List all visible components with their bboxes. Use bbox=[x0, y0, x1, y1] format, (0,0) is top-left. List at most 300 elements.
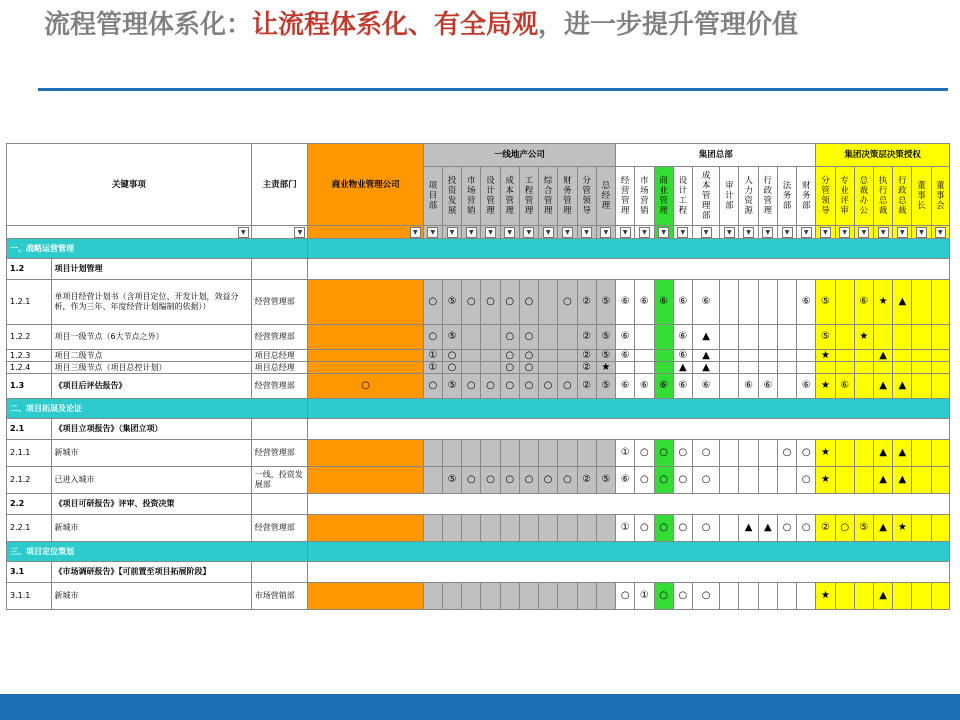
line-cell bbox=[577, 515, 596, 542]
line-cell bbox=[481, 362, 500, 374]
table-row bbox=[7, 515, 950, 542]
footer-band bbox=[0, 694, 960, 720]
hq-col-header bbox=[758, 167, 777, 226]
title-divider bbox=[38, 88, 948, 91]
hq-cell: ① bbox=[616, 515, 635, 542]
line-col-header bbox=[423, 167, 442, 226]
hq-col-label: 人力资源 bbox=[744, 176, 753, 216]
hq-cell: ⑥ bbox=[616, 280, 635, 325]
hq-cell bbox=[720, 362, 739, 374]
section-title: 二、项目拓展及论证 bbox=[7, 399, 308, 419]
table-row bbox=[7, 440, 950, 467]
auth-cell bbox=[854, 350, 873, 362]
hq-col-header bbox=[635, 167, 654, 226]
line-cell: ○ bbox=[481, 374, 500, 399]
line-cell: ○ bbox=[500, 362, 519, 374]
section-title: 三、项目定位策划 bbox=[7, 542, 308, 562]
line-cell: ○ bbox=[462, 280, 481, 325]
filter-dropdown-icon[interactable]: ▼ bbox=[916, 227, 927, 238]
line-cell bbox=[558, 362, 577, 374]
line-cell: ○ bbox=[519, 467, 538, 494]
line-cell: ○ bbox=[500, 280, 519, 325]
line-cell bbox=[519, 515, 538, 542]
hq-cell: ⑥ bbox=[739, 374, 758, 399]
filter-dropdown-icon[interactable]: ▼ bbox=[701, 227, 712, 238]
hq-col-label: 财务部 bbox=[801, 181, 811, 211]
auth-cell: ▲ bbox=[874, 374, 893, 399]
row-fill bbox=[308, 419, 950, 440]
line-cell: ○ bbox=[462, 467, 481, 494]
title-part-3: ，进一步提升管理价值 bbox=[538, 10, 799, 40]
group-hq-header: 集团总部 bbox=[616, 144, 816, 167]
filter-cell bbox=[758, 226, 777, 239]
line-cell bbox=[481, 350, 500, 362]
auth-cell bbox=[854, 583, 873, 610]
line-cell: ○ bbox=[442, 350, 461, 362]
line-cell: ○ bbox=[519, 350, 538, 362]
subsection-row bbox=[7, 494, 950, 515]
line-cell: ⑤ bbox=[442, 280, 461, 325]
filter-dropdown-icon[interactable]: ▼ bbox=[878, 227, 889, 238]
hq-cell: ▲ bbox=[692, 325, 719, 350]
table-row bbox=[7, 362, 950, 374]
line-cell bbox=[481, 325, 500, 350]
hq-cell bbox=[777, 374, 796, 399]
filter-cell bbox=[500, 226, 519, 239]
auth-cell: ⑤ bbox=[816, 280, 835, 325]
hq-cell: ○ bbox=[635, 440, 654, 467]
auth-cell bbox=[931, 325, 949, 350]
auth-cell bbox=[912, 467, 931, 494]
line-cell bbox=[596, 515, 615, 542]
filter-row bbox=[7, 226, 950, 239]
property-cell bbox=[308, 350, 423, 362]
hq-cell: ⑥ bbox=[797, 374, 816, 399]
auth-cell bbox=[931, 440, 949, 467]
filter-cell bbox=[854, 226, 873, 239]
row-dept bbox=[251, 419, 308, 440]
filter-cell bbox=[251, 226, 308, 239]
hq-cell bbox=[720, 583, 739, 610]
filter-dropdown-icon[interactable]: ▼ bbox=[839, 227, 850, 238]
filter-cell bbox=[635, 226, 654, 239]
auth-col-label: 董事会 bbox=[936, 181, 945, 211]
hq-cell: ○ bbox=[654, 467, 673, 494]
auth-cell bbox=[912, 362, 931, 374]
line-cell bbox=[558, 440, 577, 467]
auth-cell bbox=[912, 280, 931, 325]
filter-dropdown-icon[interactable]: ▼ bbox=[504, 227, 515, 238]
auth-col-header bbox=[816, 167, 835, 226]
auth-cell: ▲ bbox=[874, 583, 893, 610]
line-cell bbox=[442, 440, 461, 467]
section-fill bbox=[308, 239, 950, 259]
row-dept: 经营管理部 bbox=[251, 280, 308, 325]
section-fill bbox=[308, 399, 950, 419]
hq-cell: ⑥ bbox=[635, 280, 654, 325]
filter-dropdown-icon[interactable]: ▼ bbox=[238, 227, 249, 238]
line-cell bbox=[577, 583, 596, 610]
hq-col-header bbox=[654, 167, 673, 226]
line-cell bbox=[423, 467, 442, 494]
line-col-label: 工程管理 bbox=[524, 176, 534, 216]
row-label: 项目一级节点（6大节点之外） bbox=[51, 325, 251, 350]
hq-col-label: 行政管理 bbox=[763, 176, 773, 216]
filter-dropdown-icon[interactable]: ▼ bbox=[801, 227, 812, 238]
line-cell: ○ bbox=[519, 374, 538, 399]
auth-col-label: 总裁办公 bbox=[859, 176, 869, 216]
hq-cell bbox=[797, 362, 816, 374]
auth-cell bbox=[912, 350, 931, 362]
hq-cell: ▲ bbox=[692, 362, 719, 374]
hq-cell bbox=[758, 362, 777, 374]
line-company-group-header: 一线地产公司 bbox=[423, 144, 615, 167]
row-code: 1.2.1 bbox=[7, 280, 52, 325]
table-row bbox=[7, 280, 950, 325]
hq-cell bbox=[777, 583, 796, 610]
auth-cell: ★ bbox=[874, 280, 893, 325]
hq-cell: ⑥ bbox=[692, 280, 719, 325]
line-cell bbox=[539, 280, 558, 325]
hq-col-header bbox=[797, 167, 816, 226]
row-label: 项目二级节点 bbox=[51, 350, 251, 362]
page-title bbox=[44, 6, 944, 44]
auth-cell: ★ bbox=[816, 583, 835, 610]
row-fill bbox=[308, 562, 950, 583]
line-cell: ○ bbox=[423, 280, 442, 325]
hq-cell bbox=[758, 350, 777, 362]
auth-cell: ▲ bbox=[893, 440, 912, 467]
hq-cell bbox=[797, 350, 816, 362]
hq-col-label: 商业管理 bbox=[659, 176, 668, 216]
hq-cell bbox=[635, 362, 654, 374]
hq-cell: ⑥ bbox=[654, 280, 673, 325]
hq-cell: ① bbox=[635, 583, 654, 610]
filter-dropdown-icon[interactable]: ▼ bbox=[724, 227, 735, 238]
row-dept: 经营管理部 bbox=[251, 325, 308, 350]
hq-cell bbox=[720, 374, 739, 399]
filter-cell bbox=[912, 226, 931, 239]
hq-cell: ○ bbox=[797, 515, 816, 542]
auth-cell bbox=[931, 374, 949, 399]
filter-dropdown-icon[interactable]: ▼ bbox=[935, 227, 946, 238]
subsection-row bbox=[7, 259, 950, 280]
auth-cell bbox=[912, 583, 931, 610]
hq-cell: ○ bbox=[692, 440, 719, 467]
auth-cell: ★ bbox=[816, 374, 835, 399]
auth-col-header bbox=[854, 167, 873, 226]
auth-cell bbox=[835, 467, 854, 494]
table-row bbox=[7, 350, 950, 362]
filter-dropdown-icon[interactable]: ▼ bbox=[410, 227, 421, 238]
hq-cell: ○ bbox=[654, 515, 673, 542]
hq-cell bbox=[739, 440, 758, 467]
auth-cell: ⑥ bbox=[835, 374, 854, 399]
line-cell: ② bbox=[577, 374, 596, 399]
line-cell bbox=[462, 440, 481, 467]
row-code: 1.2.2 bbox=[7, 325, 52, 350]
filter-dropdown-icon[interactable]: ▼ bbox=[658, 227, 669, 238]
line-cell: ⑤ bbox=[596, 350, 615, 362]
hq-cell: ○ bbox=[673, 515, 692, 542]
row-code: 2.1.1 bbox=[7, 440, 52, 467]
line-cell bbox=[500, 515, 519, 542]
line-cell: ○ bbox=[500, 467, 519, 494]
auth-cell bbox=[931, 280, 949, 325]
line-cell: ⑤ bbox=[596, 374, 615, 399]
hq-cell bbox=[777, 350, 796, 362]
line-cell: ○ bbox=[481, 280, 500, 325]
hq-cell bbox=[739, 350, 758, 362]
auth-cell: ▲ bbox=[874, 440, 893, 467]
auth-cell bbox=[893, 583, 912, 610]
hq-cell: ○ bbox=[654, 583, 673, 610]
subsection-row bbox=[7, 562, 950, 583]
filter-dropdown-icon[interactable]: ▼ bbox=[820, 227, 831, 238]
auth-cell bbox=[835, 440, 854, 467]
auth-cell: ★ bbox=[816, 467, 835, 494]
filter-dropdown-icon[interactable]: ▼ bbox=[562, 227, 573, 238]
auth-cell: ★ bbox=[816, 350, 835, 362]
hq-cell bbox=[654, 350, 673, 362]
hq-cell: ⑥ bbox=[635, 374, 654, 399]
auth-cell bbox=[854, 362, 873, 374]
hq-cell: ○ bbox=[692, 467, 719, 494]
filter-dropdown-icon[interactable]: ▼ bbox=[858, 227, 869, 238]
auth-cell: ★ bbox=[854, 325, 873, 350]
line-cell bbox=[558, 515, 577, 542]
filter-dropdown-icon[interactable]: ▼ bbox=[294, 227, 305, 238]
hq-cell bbox=[720, 515, 739, 542]
auth-cell: ⑥ bbox=[854, 280, 873, 325]
line-col-header bbox=[462, 167, 481, 226]
hq-cell bbox=[720, 325, 739, 350]
filter-cell bbox=[539, 226, 558, 239]
auth-cell: ★ bbox=[893, 515, 912, 542]
hq-cell bbox=[758, 280, 777, 325]
hq-col-label: 法务部 bbox=[782, 181, 792, 211]
row-fill bbox=[308, 494, 950, 515]
row-label: 项目三级节点（项目总控计划） bbox=[51, 362, 251, 374]
filter-cell bbox=[692, 226, 719, 239]
hq-cell: ▲ bbox=[739, 515, 758, 542]
filter-cell bbox=[577, 226, 596, 239]
line-col-label: 总经理 bbox=[601, 181, 611, 211]
line-col-header bbox=[558, 167, 577, 226]
auth-cell bbox=[931, 583, 949, 610]
line-col-header bbox=[519, 167, 538, 226]
filter-dropdown-icon[interactable]: ▼ bbox=[485, 227, 496, 238]
line-cell bbox=[481, 515, 500, 542]
hq-cell bbox=[635, 325, 654, 350]
section-fill bbox=[308, 542, 950, 562]
hq-col-label: 成本管理部 bbox=[701, 171, 711, 221]
hq-col-header bbox=[692, 167, 719, 226]
hq-cell: ⑥ bbox=[673, 325, 692, 350]
auth-cell bbox=[835, 583, 854, 610]
row-code: 2.1.2 bbox=[7, 467, 52, 494]
auth-col-label: 专业评审 bbox=[840, 176, 849, 216]
auth-cell bbox=[835, 350, 854, 362]
line-cell bbox=[596, 583, 615, 610]
hq-cell: ○ bbox=[635, 467, 654, 494]
hq-cell: ○ bbox=[635, 515, 654, 542]
auth-col-header bbox=[874, 167, 893, 226]
auth-cell bbox=[874, 362, 893, 374]
filter-dropdown-icon[interactable]: ▼ bbox=[466, 227, 477, 238]
line-cell bbox=[558, 325, 577, 350]
row-dept: 市场营销部 bbox=[251, 583, 308, 610]
auth-cell: ▲ bbox=[893, 374, 912, 399]
section-row bbox=[7, 399, 950, 419]
line-cell: ② bbox=[577, 280, 596, 325]
hq-col-header bbox=[720, 167, 739, 226]
filter-dropdown-icon[interactable]: ▼ bbox=[743, 227, 754, 238]
hq-cell bbox=[758, 583, 777, 610]
hq-cell: ⑥ bbox=[616, 374, 635, 399]
line-cell: ○ bbox=[500, 325, 519, 350]
filter-cell bbox=[442, 226, 461, 239]
auth-cell bbox=[835, 325, 854, 350]
filter-dropdown-icon[interactable]: ▼ bbox=[677, 227, 688, 238]
auth-col-label: 行政总裁 bbox=[898, 176, 907, 216]
row-dept: 项目总经理 bbox=[251, 362, 308, 374]
hq-cell bbox=[654, 362, 673, 374]
hq-cell: ○ bbox=[797, 440, 816, 467]
line-cell: ○ bbox=[442, 362, 461, 374]
line-cell bbox=[577, 440, 596, 467]
line-cell: ○ bbox=[500, 374, 519, 399]
line-cell bbox=[442, 515, 461, 542]
line-col-label: 投资发展 bbox=[447, 176, 457, 216]
row-dept bbox=[251, 494, 308, 515]
row-label: 已进入城市 bbox=[51, 467, 251, 494]
line-col-label: 设计管理 bbox=[486, 176, 495, 216]
hq-cell bbox=[777, 467, 796, 494]
row-label: 新城市 bbox=[51, 515, 251, 542]
section-title: 一、战略运营管理 bbox=[7, 239, 308, 259]
process-matrix-table bbox=[6, 143, 950, 610]
line-cell bbox=[539, 440, 558, 467]
line-col-header bbox=[577, 167, 596, 226]
hq-cell bbox=[797, 325, 816, 350]
filter-cell bbox=[673, 226, 692, 239]
line-cell: ★ bbox=[596, 362, 615, 374]
auth-cell bbox=[912, 515, 931, 542]
line-cell: ② bbox=[577, 467, 596, 494]
filter-dropdown-icon[interactable]: ▼ bbox=[543, 227, 554, 238]
auth-cell: ▲ bbox=[874, 515, 893, 542]
line-cell bbox=[539, 515, 558, 542]
line-cell: ⑤ bbox=[442, 325, 461, 350]
filter-dropdown-icon[interactable]: ▼ bbox=[523, 227, 534, 238]
row-code: 1.2 bbox=[7, 259, 52, 280]
hq-cell bbox=[758, 440, 777, 467]
hq-col-label: 审计部 bbox=[725, 181, 734, 211]
row-dept: 一线，投资发展部 bbox=[251, 467, 308, 494]
line-cell bbox=[539, 350, 558, 362]
line-col-label: 分管领导 bbox=[582, 176, 591, 216]
line-cell: ⑤ bbox=[596, 467, 615, 494]
auth-cell bbox=[931, 515, 949, 542]
row-code: 2.2.1 bbox=[7, 515, 52, 542]
hq-cell: ▲ bbox=[692, 350, 719, 362]
line-cell: ⑤ bbox=[596, 280, 615, 325]
filter-dropdown-icon[interactable]: ▼ bbox=[447, 227, 458, 238]
filter-dropdown-icon[interactable]: ▼ bbox=[639, 227, 650, 238]
line-cell bbox=[462, 350, 481, 362]
auth-cell bbox=[912, 374, 931, 399]
filter-dropdown-icon[interactable]: ▼ bbox=[427, 227, 438, 238]
filter-dropdown-icon[interactable]: ▼ bbox=[897, 227, 908, 238]
row-dept bbox=[251, 562, 308, 583]
hq-cell: ⑥ bbox=[673, 350, 692, 362]
row-fill bbox=[308, 259, 950, 280]
main-dept-header: 主责部门 bbox=[251, 144, 308, 226]
hq-cell: ⑥ bbox=[654, 374, 673, 399]
filter-cell bbox=[816, 226, 835, 239]
hq-cell bbox=[739, 362, 758, 374]
property-company-header: 商业物业管理公司 bbox=[308, 144, 423, 226]
line-cell bbox=[519, 440, 538, 467]
group-auth-header: 集团决策层决策授权 bbox=[816, 144, 950, 167]
table-row bbox=[7, 374, 950, 399]
hq-cell bbox=[777, 280, 796, 325]
auth-cell: ② bbox=[816, 515, 835, 542]
row-code: 1.2.4 bbox=[7, 362, 52, 374]
hq-col-label: 设计工程 bbox=[678, 176, 688, 216]
hq-cell: ⑥ bbox=[797, 280, 816, 325]
line-cell: ○ bbox=[423, 325, 442, 350]
row-code: 3.1 bbox=[7, 562, 52, 583]
row-dept: 经营管理部 bbox=[251, 374, 308, 399]
hq-col-header bbox=[777, 167, 796, 226]
filter-dropdown-icon[interactable]: ▼ bbox=[782, 227, 793, 238]
line-col-label: 市场营销 bbox=[467, 176, 476, 216]
line-cell bbox=[423, 583, 442, 610]
hq-cell: ▲ bbox=[758, 515, 777, 542]
key-item-header bbox=[7, 144, 252, 226]
filter-dropdown-icon[interactable]: ▼ bbox=[581, 227, 592, 238]
filter-cell bbox=[308, 226, 423, 239]
section-row bbox=[7, 542, 950, 562]
filter-cell bbox=[462, 226, 481, 239]
filter-dropdown-icon[interactable]: ▼ bbox=[762, 227, 773, 238]
auth-cell bbox=[912, 325, 931, 350]
hq-cell: ⑥ bbox=[692, 374, 719, 399]
line-cell bbox=[462, 362, 481, 374]
title-part-2: 让流程体系化、有全局观 bbox=[252, 10, 539, 40]
hq-cell bbox=[654, 325, 673, 350]
auth-cell: ⑤ bbox=[816, 325, 835, 350]
hq-cell bbox=[758, 325, 777, 350]
filter-dropdown-icon[interactable]: ▼ bbox=[620, 227, 631, 238]
hq-col-header bbox=[616, 167, 635, 226]
filter-dropdown-icon[interactable]: ▼ bbox=[600, 227, 611, 238]
auth-cell bbox=[931, 362, 949, 374]
line-cell bbox=[481, 583, 500, 610]
line-cell bbox=[558, 583, 577, 610]
auth-cell bbox=[893, 350, 912, 362]
hq-cell bbox=[720, 280, 739, 325]
filter-cell bbox=[616, 226, 635, 239]
line-cell: ○ bbox=[481, 467, 500, 494]
hq-cell: ○ bbox=[673, 440, 692, 467]
line-cell bbox=[423, 440, 442, 467]
line-cell bbox=[481, 440, 500, 467]
line-cell: ○ bbox=[500, 350, 519, 362]
hq-cell bbox=[777, 362, 796, 374]
